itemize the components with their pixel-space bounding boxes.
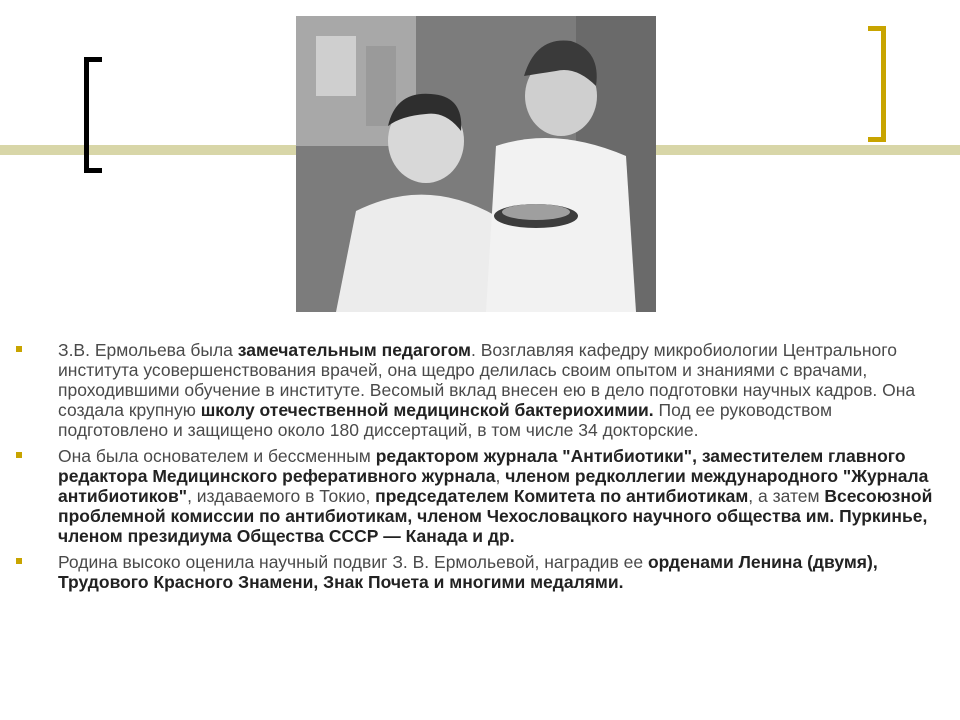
right-bracket-decoration [868, 26, 886, 142]
bold-text: председателем Комитета по антибиотикам [375, 486, 749, 506]
bullet-item-1 [16, 340, 940, 440]
bold-text: редактором журнала "Антибиотики", заместителем главного редактора Медицинского реферативного журнала [58, 446, 906, 486]
historical-photo [296, 16, 656, 312]
bold-text: замечательным педагогом [237, 340, 471, 360]
bullet-marker [16, 452, 22, 458]
bullet-item-3 [16, 552, 940, 592]
plain-text: . Возглавляя кафедру микробиологии Центрального института усовершенствования врачей, она щедро делилась своим опытом и знаниями с врачами, проходившими обучение в институте. Весомый вклад внесен ею в дело подготовки научных кадров. Она создала крупную [58, 340, 916, 420]
plain-text: , издаваемого в Токио, [187, 486, 376, 506]
bold-text: орденами Ленина (двумя), Трудового Красного Знамени, Знак Почета и многими медалями. [58, 552, 878, 592]
plain-text: , [495, 466, 506, 486]
bullet-marker [16, 558, 22, 564]
bullet-text [58, 552, 940, 592]
plain-text: Под ее руководством подготовлено и защищено около 180 диссертаций, в том числе 34 докторские. [58, 400, 833, 440]
photo-illustration [296, 16, 656, 312]
bullet-list [16, 340, 940, 598]
bold-text: членом редколлегии международного "Журнала антибиотиков" [58, 466, 929, 506]
left-bracket-decoration [84, 57, 102, 173]
plain-text: З.В. Ермольева была [58, 340, 238, 360]
bullet-text [58, 340, 940, 440]
plain-text: Родина высоко оценила научный подвиг З. В. Ермольевой, наградив ее [58, 552, 648, 572]
bullet-marker [16, 346, 22, 352]
bullet-item-2 [16, 446, 940, 546]
bold-text: Всесоюзной проблемной комиссии по антибиотикам, членом Чехословацкого научного общества им. Пуркинье, членом президиума Общества СССР — Канада и др. [58, 486, 933, 546]
plain-text: Она была основателем и бессменным [58, 446, 376, 466]
bold-text: школу отечественной медицинской бактериохимии. [200, 400, 654, 420]
bullet-text [58, 446, 940, 546]
plain-text: , а затем [748, 486, 825, 506]
